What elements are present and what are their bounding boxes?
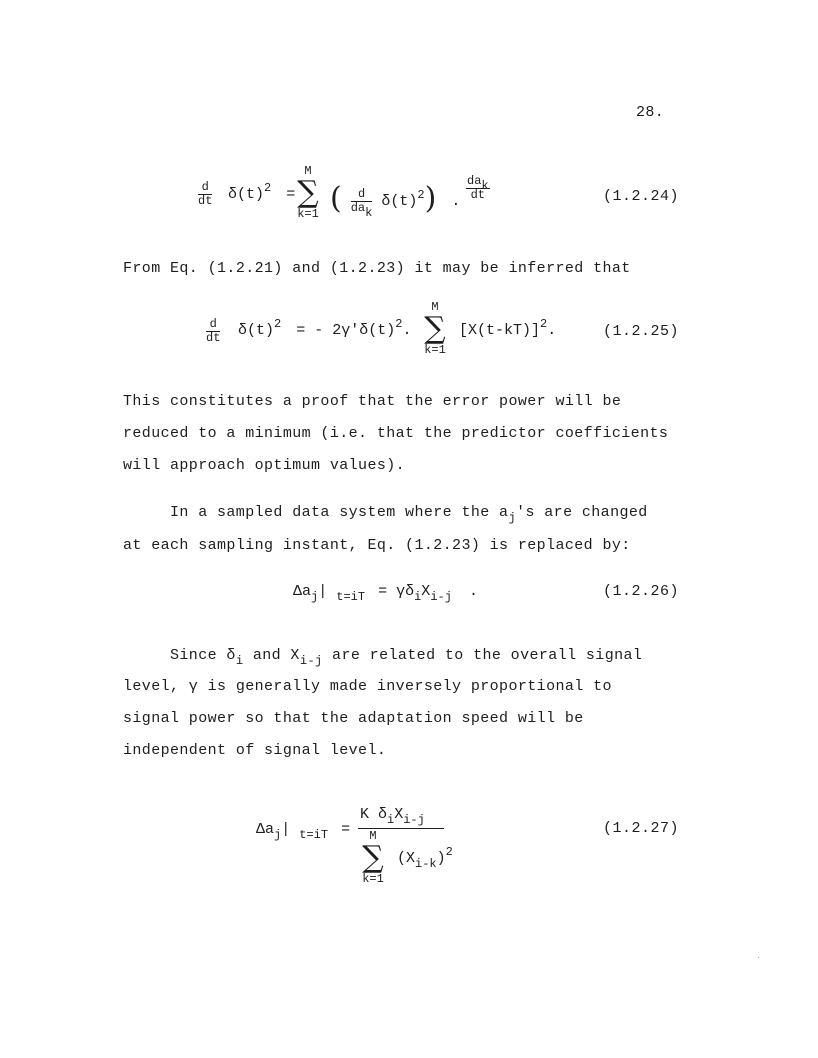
eq27-denominator-term: $(X_{i-k})^2$ — [397, 845, 453, 871]
scan-speck — [758, 957, 759, 958]
eq24-rhs-derivative: $\frac{\text{dak}}{dt}$ — [467, 174, 489, 202]
paragraph-4-line-2: level, γ is generally made inversely proportional to — [123, 678, 612, 695]
page-number: 28. — [636, 104, 665, 121]
paragraph-2-line-1: This constitutes a proof that the error power will be — [123, 393, 622, 410]
eq25-label: (1.2.25) — [603, 323, 680, 340]
paragraph-2-line-2: reduced to a minimum (i.e. that the predictor coefficients — [123, 425, 669, 442]
eq27-lhs: $\Delta a_j|$ $_{t=iT}$ = — [256, 821, 351, 842]
eq25-lhs-delta: $\delta(t)^2$ = - $2\gamma'\delta(t)^2$. — [238, 317, 412, 339]
eq26-expression: $\Delta a_j|$ $_{t=iT} = \gamma\delta_iX_{i-j}$ . — [293, 583, 478, 604]
eq27-label: (1.2.27) — [603, 820, 680, 837]
paragraph-2-line-3: will approach optimum values). — [123, 457, 406, 474]
eq25-term: $[X(t-kT)]^2$. — [459, 317, 557, 339]
eq24-inner-term: ( $\frac{d}{\text{dak}}$ $\delta(t)^2$) . — [330, 181, 461, 220]
paragraph-1: From Eq. (1.2.21) and (1.2.23) it may be inferred that — [123, 260, 631, 277]
paragraph-4-line-3: signal power so that the adaptation speed will be — [123, 710, 584, 727]
eq24-lhs-delta: $\delta(t)^2$ = — [228, 181, 296, 203]
paragraph-4-line-1: Since $\delta_i$ and $X_{i-j}$ are related to the overall signal — [170, 647, 643, 668]
eq24-lhs-derivative: $\frac{d}{dt}$ — [198, 180, 213, 208]
eq25-summation: M ∑ k=1 — [424, 300, 446, 357]
eq27-summation: M ∑ k=1 — [362, 829, 384, 886]
paragraph-3-line-1: In a sampled data system where the $a_j's$ are changed — [170, 504, 648, 525]
eq24-summation: M ∑ k=1 — [297, 164, 319, 221]
eq27-numerator: K $\delta_iX_{i-j}$ — [360, 806, 425, 827]
eq25-lhs-derivative: $\frac{d}{dt}$ — [206, 317, 221, 345]
eq26-label: (1.2.26) — [603, 583, 680, 600]
eq24-label: (1.2.24) — [603, 188, 680, 205]
paragraph-3-line-2: at each sampling instant, Eq. (1.2.23) is replaced by: — [123, 537, 631, 554]
paragraph-4-line-4: independent of signal level. — [123, 742, 387, 759]
